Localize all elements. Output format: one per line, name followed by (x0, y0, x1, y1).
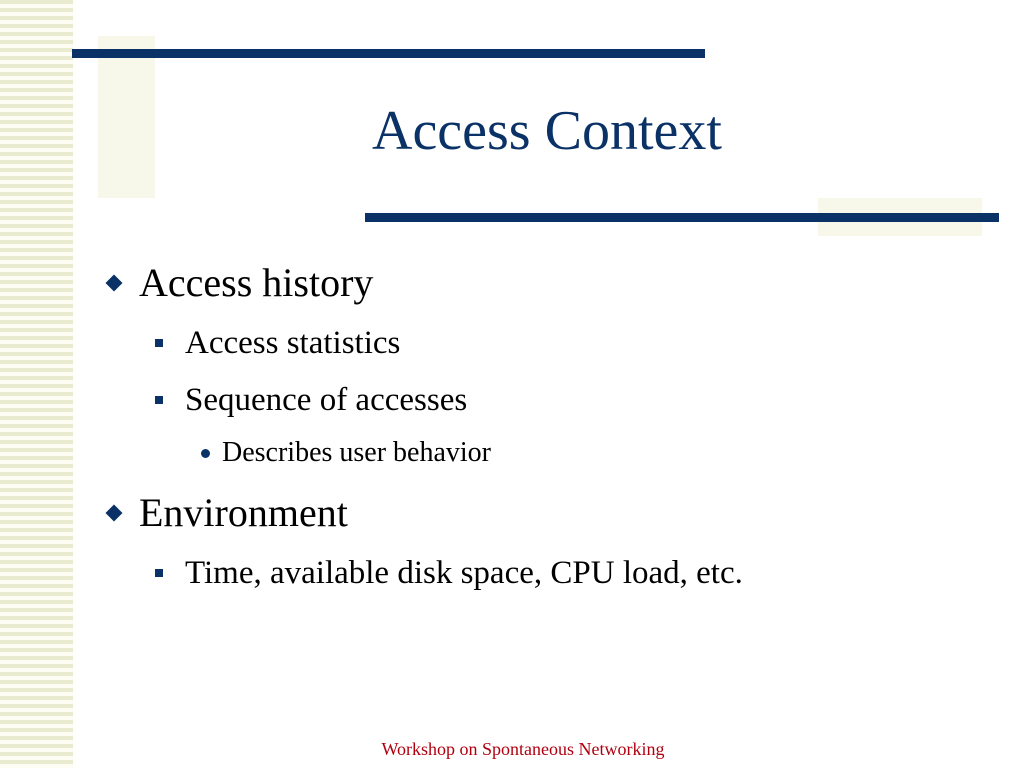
slide-footer: Workshop on Spontaneous Networking (381, 739, 665, 759)
square-icon (155, 339, 163, 347)
bullet-item-environment (105, 488, 348, 538)
bullet-text: Access history (139, 260, 374, 305)
dot-icon (201, 449, 210, 458)
bullet-text: Sequence of accesses (185, 382, 468, 418)
square-icon (155, 569, 163, 577)
title-rule-bottom (365, 213, 999, 222)
decorative-tint-block (98, 36, 155, 198)
bullet-text: Access statistics (185, 325, 401, 361)
bullet-text: Environment (139, 490, 348, 535)
slide-title: Access Context (372, 100, 722, 162)
diamond-icon (106, 275, 123, 292)
bullet-text: Describes user behavior (222, 437, 492, 468)
diamond-icon (106, 505, 123, 522)
bullet-text: Time, available disk space, CPU load, etc. (185, 555, 743, 591)
bullet-item-describes-user-behavior (199, 435, 491, 471)
bullet-item-sequence-of-accesses (153, 379, 467, 421)
title-rule-top (72, 49, 705, 58)
bullet-item-access-statistics (153, 322, 400, 364)
bullet-item-access-history (105, 258, 373, 308)
bullet-item-time-disk-cpu (153, 552, 743, 594)
square-icon (155, 396, 163, 404)
decorative-stripe-band (0, 0, 73, 768)
